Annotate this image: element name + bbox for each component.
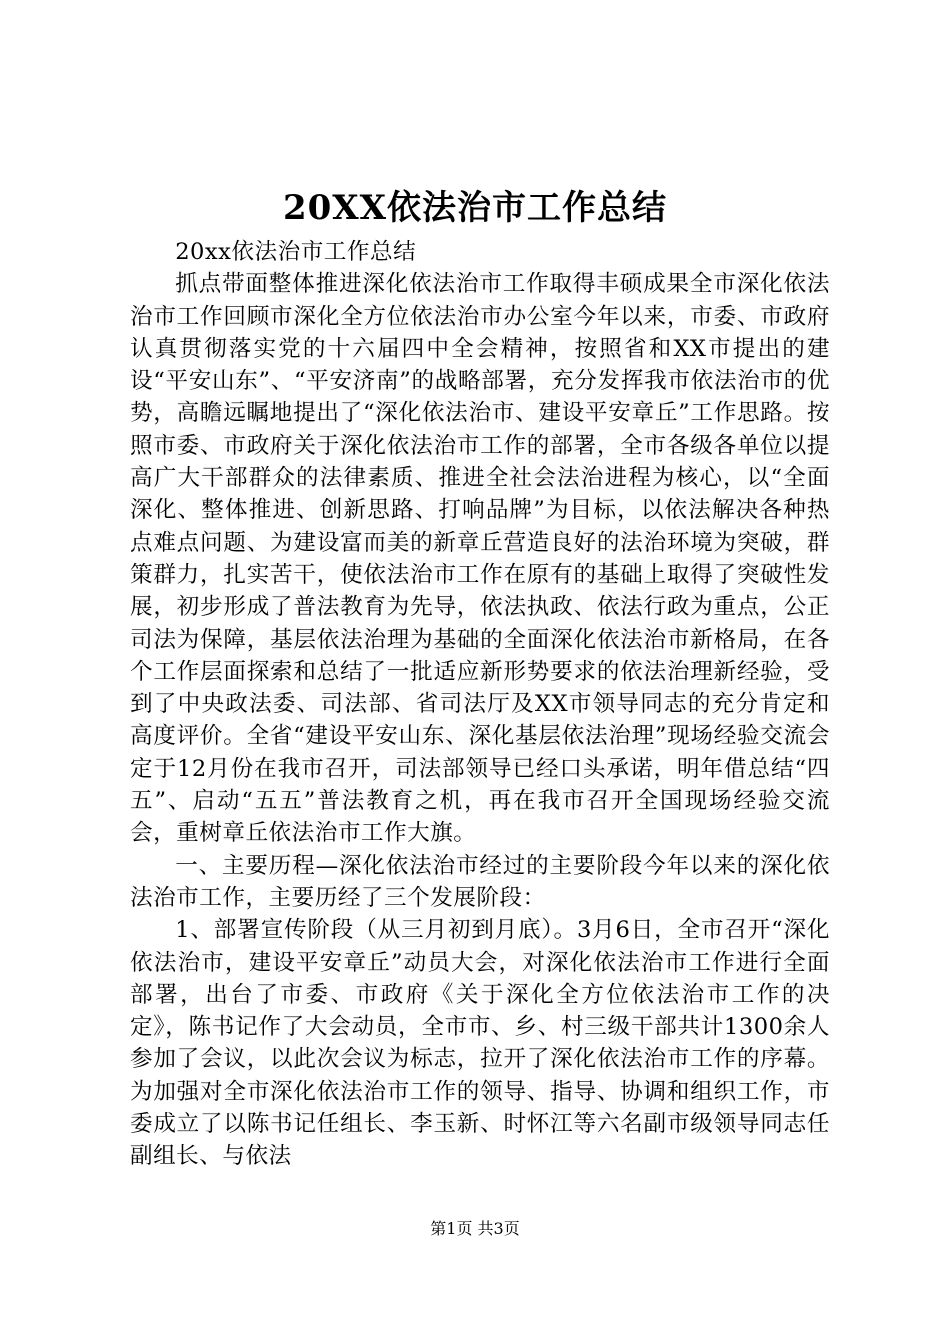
- paragraph-3: 1、部署宣传阶段（从三月初到月底）。3月6日，全市召开“深化依法治市，建设平安章丘”动员大会，对深化依法治市工作进行全面部署，出台了市委、市政府《关于深化全方位依法治市工作的决定》，陈书记作了大会动员，全市市、乡、村三级干部共计1300余人参加了会议，以此次会议为标志，拉开了深化依法治市工作的序幕。为加强对全市深化依法治市工作的领导、指导、协调和组织工作，市委成立了以陈书记任组长、李玉新、时怀江等六名副市级领导同志任副组长、与依法: [130, 917, 830, 1170]
- document-body: [130, 236, 830, 1173]
- paragraph-2: 一、主要历程—深化依法治市经过的主要阶段今年以来的深化依法治市工作，主要历经了三个发展阶段：: [130, 852, 830, 911]
- document-title: 20XX依法治市工作总结: [282, 188, 668, 228]
- page-number-footer: 第1页 共3页: [430, 1219, 520, 1238]
- paragraph-1: 抓点带面整体推进深化依法治市工作取得丰硕成果全市深化依法治市工作回顾市深化全方位依法治市办公室今年以来，市委、市政府认真贯彻落实党的十六届四中全会精神，按照省和XX市提出的建设“平安山东”、“平安济南”的战略部署，充分发挥我市依法治市的优势，高瞻远瞩地提出了“深化依法治市、建设平安章丘”工作思路。按照市委、市政府关于深化依法治市工作的部署，全市各级各单位以提高广大干部群众的法律素质、推进全社会法治进程为核心，以“全面深化、整体推进、创新思路、打响品牌”为目标，以依法解决各种热点难点问题、为建设富而美的新章丘营造良好的法治环境为突破，群策群力，扎实苦干，使依法治市工作在原有的基础上取得了突破性发展，初步形成了普法教育为先导，依法执政、依法行政为重点，公正司法为保障，基层依法治理为基础的全面深化依法治市新格局，在各个工作层面探索和总结了一批适应新形势要求的依法治理新经验，受到了中央政法委、司法部、省司法厅及XX市领导同志的充分肯定和高度评价。全省“建设平安山东、深化基层依法治理”现场经验交流会定于12月份在我市召开，司法部领导已经口头承诺，明年借总结“四五”、启动“五五”普法教育之机，再在我市召开全国现场经验交流会，重树章丘依法治市工作大旗。: [130, 271, 830, 847]
- document-subtitle: 20xx依法治市工作总结: [175, 239, 417, 265]
